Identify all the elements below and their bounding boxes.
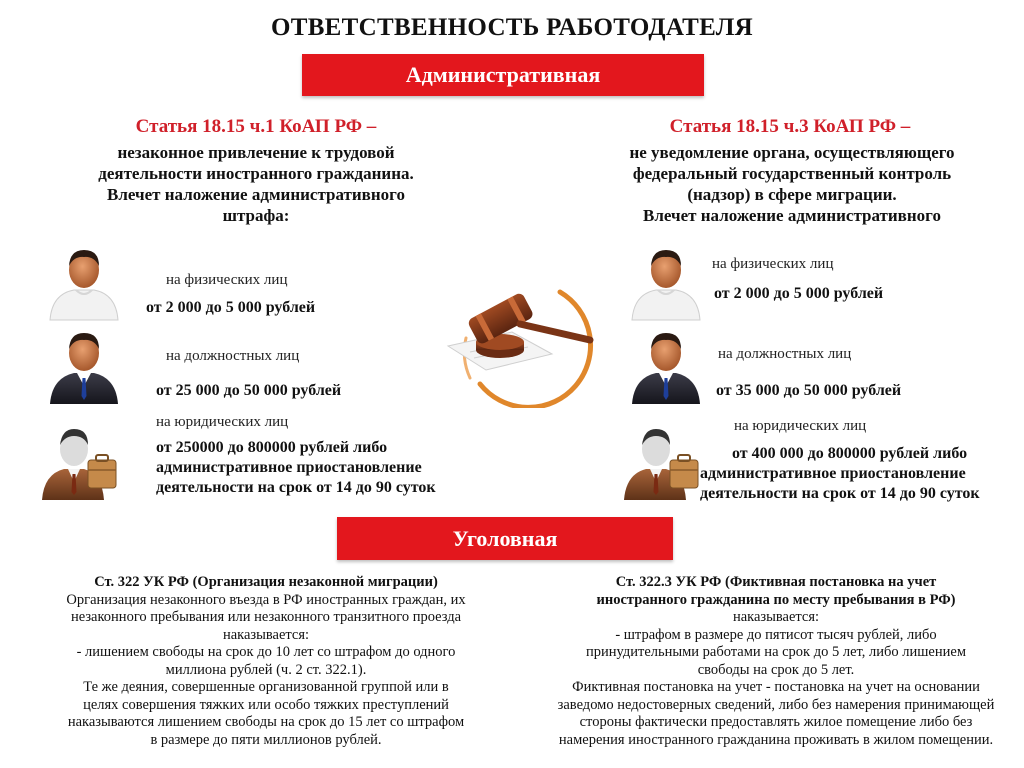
desc-line: Влечет наложение административного: [107, 185, 405, 204]
left-article-description: [30, 142, 482, 226]
right-category-individuals: на физических лиц: [712, 256, 834, 272]
text-line: Фиктивная постановка на учет - постановка на учет на основании: [572, 679, 980, 695]
desc-line: Влечет наложение административного: [643, 206, 941, 225]
fine-line: деятельности на срок от 14 до 90 суток: [156, 479, 436, 496]
text-line: наказываются лишением свободы на срок до 15 лет со штрафом: [67, 714, 465, 730]
text-line: заведомо недостоверных сведений, либо без намерения принимающей: [557, 696, 995, 713]
fine-line: от 400 000 до 800000 рублей либо: [732, 445, 968, 462]
person-suit-icon: [44, 326, 124, 406]
criminal-left-heading: Ст. 322 УК РФ (Организация незаконной миграции): [94, 574, 438, 590]
left-category-legal: на юридических лиц: [156, 414, 289, 430]
text-line: миллиона рублей (ч. 2 ст. 322.1).: [165, 661, 367, 678]
criminal-right-block: [530, 574, 1022, 749]
text-line: Те же деяния, совершенные организованной группой или в: [83, 679, 449, 695]
fine-line: административное приостановление: [700, 465, 966, 482]
desc-line: деятельности иностранного гражданина.: [98, 164, 414, 183]
text-line: в размере до пяти миллионов рублей.: [150, 731, 382, 748]
person-suit-icon: [626, 326, 706, 406]
text-line: стороны фактически предоставлять жилое помещение либо без: [579, 714, 973, 730]
administrative-banner: Административная: [302, 54, 704, 96]
text-line: целях совершения тяжких или особо тяжких преступлений: [83, 696, 449, 713]
text-line: - лишением свободы на срок до 10 лет со штрафом до одного: [76, 644, 456, 660]
desc-line: федеральный государственный контроль: [632, 164, 952, 183]
text-line: Организация незаконного въезда в РФ иностранных граждан, их: [66, 591, 466, 608]
desc-line: штрафа:: [222, 206, 290, 225]
criminal-right-heading: иностранного гражданина по месту пребывания в РФ): [596, 591, 956, 608]
person-tshirt-icon: [44, 242, 124, 322]
text-line: наказывается:: [222, 626, 310, 643]
businessman-briefcase-icon: [620, 422, 700, 502]
page-title: ОТВЕТСТВЕННОСТЬ РАБОТОДАТЕЛЯ: [270, 14, 753, 41]
left-article-title: Статья 18.15 ч.1 КоАП РФ –: [135, 116, 377, 137]
desc-line: незаконное привлечение к трудовой: [117, 143, 395, 162]
left-fine-legal: [156, 438, 436, 498]
right-category-officials: на должностных лиц: [718, 346, 852, 362]
text-line: наказывается:: [732, 609, 820, 625]
text-line: принудительными работами на срок до 5 лет, либо лишением: [585, 644, 967, 660]
left-category-officials: на должностных лиц: [166, 348, 300, 364]
right-category-legal: на юридических лиц: [734, 418, 867, 434]
gavel-icon: [440, 268, 610, 408]
fine-line: от 250000 до 800000 рублей либо: [156, 439, 388, 456]
text-line: незаконного пребывания или незаконного транзитного проезда: [70, 609, 462, 625]
right-fine-officials: от 35 000 до 50 000 рублей: [716, 382, 902, 399]
desc-line: (надзор) в сфере миграции.: [687, 185, 897, 204]
left-category-individuals: на физических лиц: [166, 272, 288, 288]
text-line: свободы на срок до 5 лет.: [697, 661, 855, 678]
text-line: - штрафом в размере до пятисот тысяч рублей, либо: [615, 626, 937, 643]
left-fine-officials: от 25 000 до 50 000 рублей: [156, 382, 342, 399]
criminal-right-heading: Ст. 322.3 УК РФ (Фиктивная постановка на учет: [615, 574, 937, 590]
text-line: намерения иностранного гражданина проживать в жилом помещении.: [558, 731, 994, 748]
right-article-title: Статья 18.15 ч.3 КоАП РФ –: [669, 116, 911, 137]
right-fine-individuals: от 2 000 до 5 000 рублей: [714, 285, 884, 302]
desc-line: не уведомление органа, осуществляющего: [629, 143, 955, 162]
person-tshirt-icon: [626, 242, 706, 322]
criminal-banner: Уголовная: [337, 517, 673, 560]
businessman-briefcase-icon: [38, 422, 118, 502]
right-fine-legal: [700, 444, 1022, 504]
fine-line: деятельности на срок от 14 до 90 суток: [700, 485, 980, 502]
fine-line: административное приостановление: [156, 459, 422, 476]
left-fine-individuals: от 2 000 до 5 000 рублей: [146, 299, 316, 316]
criminal-left-block: [18, 574, 514, 749]
right-article-description: [580, 142, 1004, 226]
